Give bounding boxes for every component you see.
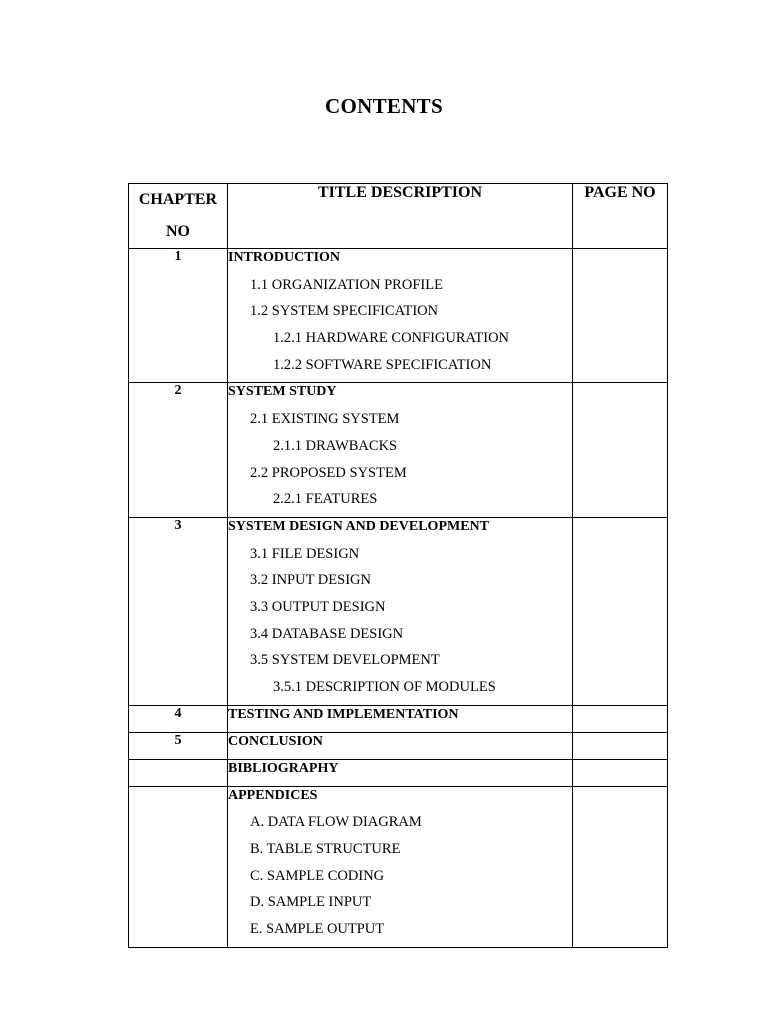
subsection-entry: 1.2.1 HARDWARE CONFIGURATION xyxy=(273,330,510,347)
chapter-number: 5 xyxy=(129,732,228,759)
chapter-header-line1: CHAPTER xyxy=(138,191,218,208)
contents-table-header xyxy=(129,184,668,249)
section-entry: 2.1 EXISTING SYSTEM xyxy=(250,411,400,428)
title-description-cell xyxy=(228,786,573,947)
page-number-cell xyxy=(573,732,668,759)
page-number-cell xyxy=(573,249,668,383)
table-row xyxy=(129,732,668,759)
page-number-cell xyxy=(573,759,668,786)
page-number-cell xyxy=(573,383,668,517)
chapter-number: 2 xyxy=(129,383,228,517)
chapter-number: 1 xyxy=(129,249,228,383)
chapter-number: 3 xyxy=(129,517,228,705)
contents-table xyxy=(128,183,668,948)
page-number-cell xyxy=(573,705,668,732)
chapter-heading: SYSTEM DESIGN AND DEVELOPMENT xyxy=(228,518,489,534)
chapter-no-header xyxy=(129,184,228,249)
section-entry: D. SAMPLE INPUT xyxy=(250,894,372,911)
section-entry: 1.2 SYSTEM SPECIFICATION xyxy=(250,303,439,320)
subsection-entry: 2.2.1 FEATURES xyxy=(273,491,378,508)
section-entry: 1.1 ORGANIZATION PROFILE xyxy=(250,276,443,293)
title-description-cell xyxy=(228,517,573,705)
title-description-cell xyxy=(228,759,573,786)
section-entry: 3.3 OUTPUT DESIGN xyxy=(250,598,386,615)
section-entry: A. DATA FLOW DIAGRAM xyxy=(250,814,422,831)
subsection-entry: 1.2.2 SOFTWARE SPECIFICATION xyxy=(273,356,492,373)
table-row xyxy=(129,786,668,947)
chapter-header-line2: NO xyxy=(166,223,190,240)
chapter-heading: APPENDICES xyxy=(228,787,318,803)
title-description-cell xyxy=(228,732,573,759)
page-number-cell xyxy=(573,786,668,947)
table-row xyxy=(129,383,668,517)
section-entry: 3.2 INPUT DESIGN xyxy=(250,572,371,589)
chapter-heading: BIBLIOGRAPHY xyxy=(228,760,339,776)
section-entry: 3.4 DATABASE DESIGN xyxy=(250,625,404,642)
section-entry: 3.1 FILE DESIGN xyxy=(250,545,360,562)
section-entry: C. SAMPLE CODING xyxy=(250,867,385,884)
page-no-header: PAGE NO xyxy=(573,184,668,249)
subsection-entry: 3.5.1 DESCRIPTION OF MODULES xyxy=(273,679,496,695)
section-entry: 2.2 PROPOSED SYSTEM xyxy=(250,464,407,481)
page-title: CONTENTS xyxy=(325,94,443,118)
title-description-cell xyxy=(228,383,573,517)
title-description-header: TITLE DESCRIPTION xyxy=(228,184,573,249)
section-entry: E. SAMPLE OUTPUT xyxy=(250,921,385,938)
table-row xyxy=(129,759,668,786)
table-row xyxy=(129,705,668,732)
section-entry: B. TABLE STRUCTURE xyxy=(250,841,401,858)
chapter-heading: INTRODUCTION xyxy=(228,250,341,265)
chapter-number: 4 xyxy=(129,705,228,732)
page-number-cell xyxy=(573,517,668,705)
chapter-heading: TESTING AND IMPLEMENTATION xyxy=(228,706,459,722)
chapter-heading: SYSTEM STUDY xyxy=(228,384,337,400)
chapter-number xyxy=(129,786,228,947)
table-row xyxy=(129,249,668,383)
section-entry: 3.5 SYSTEM DEVELOPMENT xyxy=(250,652,440,669)
subsection-entry: 2.1.1 DRAWBACKS xyxy=(273,437,398,454)
title-description-cell xyxy=(228,249,573,383)
title-description-cell xyxy=(228,705,573,732)
chapter-number xyxy=(129,759,228,786)
table-row xyxy=(129,517,668,705)
contents-table-body xyxy=(129,249,668,948)
header-row xyxy=(129,184,668,249)
chapter-heading: CONCLUSION xyxy=(228,733,323,749)
